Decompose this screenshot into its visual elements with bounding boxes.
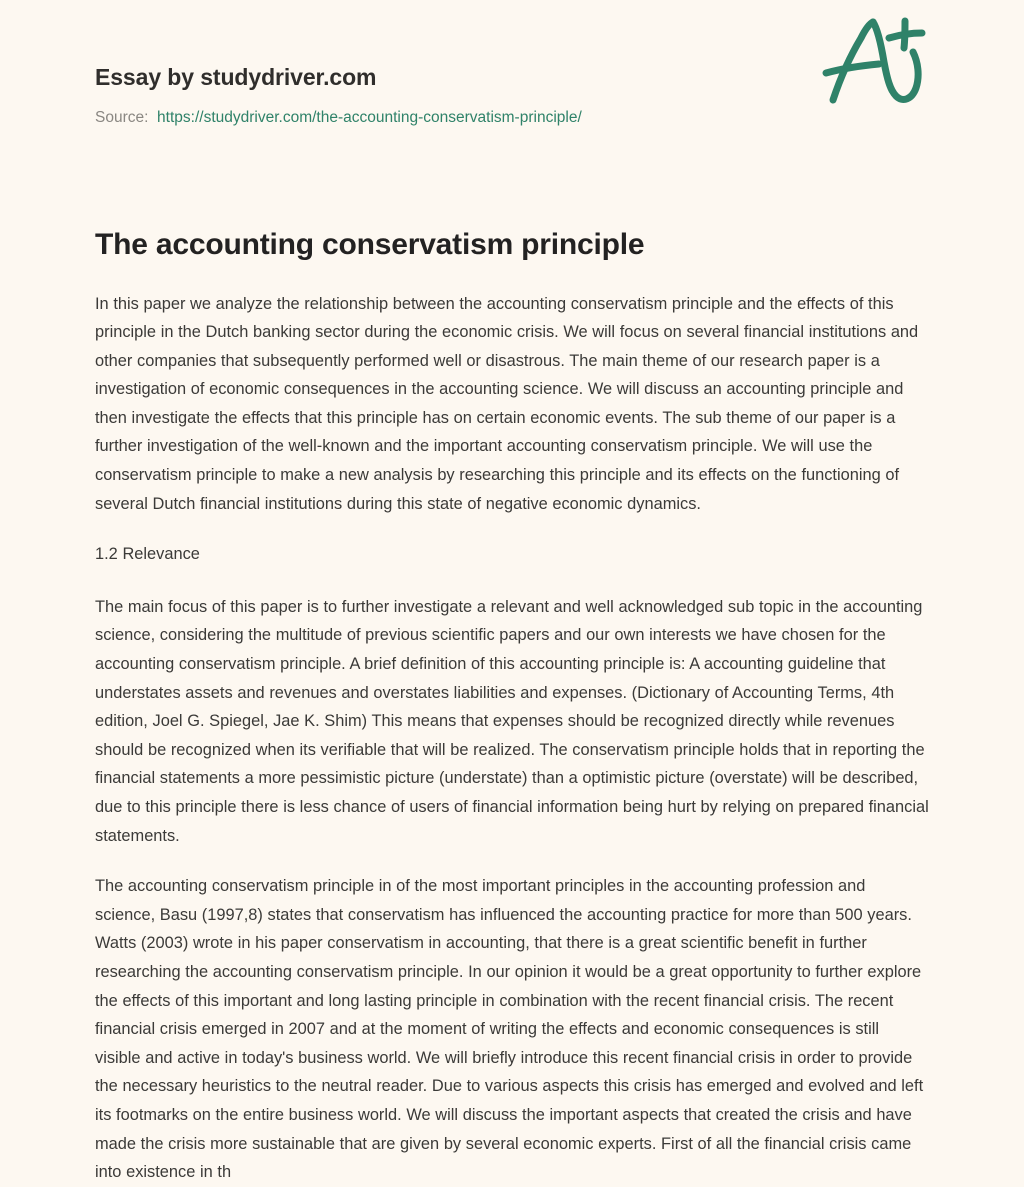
studydriver-a-plus-logo-icon [817, 12, 937, 112]
page-title: The accounting conservatism principle [95, 228, 645, 261]
paragraph: In this paper we analyze the relationship between the accounting conservatism principle and the effects of this principle in the Dutch banking sector during the economic crisis. We will focus on several financial institutions and other companies that subsequently performed well or disastrous. The main theme of our research paper is a investigation of economic consequences in the accounting science. We will discuss an accounting principle and then investigate the effects that this principle has on certain economic events. The sub theme of our paper is a further investigation of the well-known and the important accounting conservatism principle. We will use the conservatism principle to make a new analysis by researching this principle and its effects on the functioning of several Dutch financial institutions during this state of negative economic dynamics. [95, 294, 919, 513]
paragraph: The accounting conservatism principle in of the most important principles in the accounting profession and science, Basu (1997,8) states that conservatism has influenced the accounting practice for more than 500 years. Watts (2003) wrote in his paper conservatism in accounting, that there is a great scientific benefit in further researching the accounting conservatism principle. In our opinion it would be a great opportunity to further explore the effects of this important and long lasting principle in combination with the recent financial crisis. The recent financial crisis emerged in 2007 and at the moment of writing the effects and economic consequences is still visible and active in today's business world. We will briefly introduce this recent financial crisis in order to provide the necessary heuristics to the neutral reader. Due to various aspects this crisis has emerged and evolved and left its footmarks on the entire business world. We will discuss the important aspects that created the crisis and have made the crisis more sustainable that are given by several economic experts. First of all the financial crisis came into existence in th [95, 877, 924, 1182]
paragraph: The main focus of this paper is to further investigate a relevant and well acknowledged sub topic in the accounting science, considering the multitude of previous scientific papers and our own interests we have chosen for the accounting conservatism principle. A brief definition of this accounting principle is: A accounting guideline that understates assets and revenues and overstates liabilities and expenses. (Dictionary of Accounting Terms, 4th edition, Joel G. Spiegel, Jae K. Shim) This means that expenses should be recognized directly while revenues should be recognized when its verifiable that will be realized. The conservatism principle holds that in reporting the financial statements a more pessimistic picture (understate) than a optimistic picture (overstate) will be described, due to this principle there is less chance of users of financial information being hurt by relying on prepared financial statements. [95, 597, 929, 845]
essay-by-heading: Essay by studydriver.com [95, 64, 377, 90]
source-label: Source: [95, 108, 149, 126]
section-heading: 1.2 Relevance [95, 545, 200, 564]
source-url-link[interactable]: https://studydriver.com/the-accounting-conservatism-principle/ [157, 108, 582, 126]
document-header [95, 0, 929, 126]
source-line [95, 108, 929, 128]
essay-body [95, 264, 929, 1187]
